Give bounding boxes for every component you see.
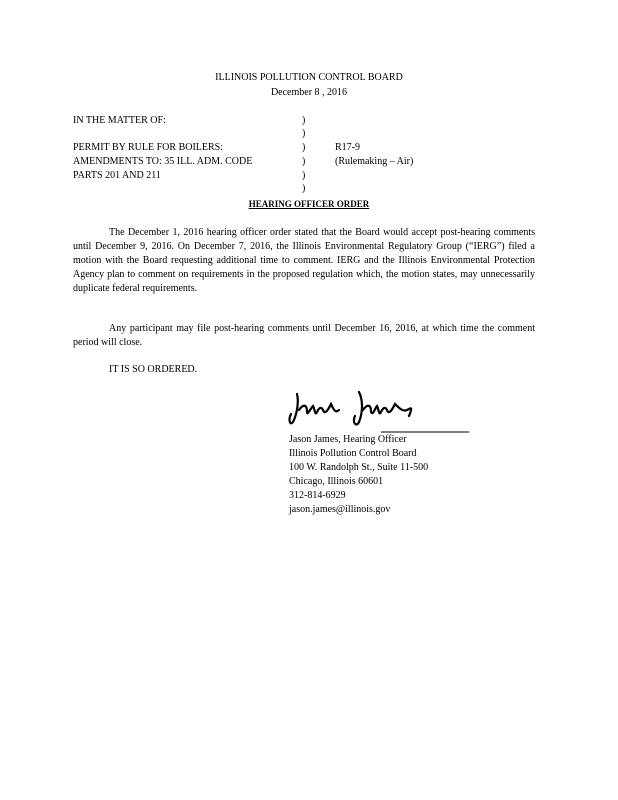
caption-line-2: AMENDMENTS TO: 35 ILL. ADM. CODE	[73, 156, 253, 167]
caption-paren: )	[302, 156, 306, 167]
signer-phone: 312-814-6929	[289, 490, 346, 501]
order-title: HEARING OFFICER ORDER	[248, 199, 370, 209]
order-date: December 8 , 2016	[270, 87, 348, 98]
signature-image	[285, 386, 470, 436]
caption-line-3: PARTS 201 AND 211	[73, 170, 161, 181]
caption-paren: )	[302, 170, 306, 181]
docket-type: (Rulemaking – Air)	[335, 156, 414, 167]
signer-address-line-2: Chicago, Illinois 60601	[289, 476, 384, 487]
so-ordered: IT IS SO ORDERED.	[109, 364, 198, 375]
body-paragraph-1: The December 1, 2016 hearing officer order stated that the Board would accept post-hearing comments until December 9, 2016. On December 7, 2016, the Illinois Environmental Regulatory Group (“IERG”) filed a motion with the Board requesting additional time to comment. IERG and the Illinois Environmental Protection Agency plan to comment on requirements in the proposed regulation which, the motion states, may unnecessarily duplicate federal requirements.	[73, 227, 535, 294]
signer-address-line-1: 100 W. Randolph St., Suite 11-500	[289, 462, 429, 473]
signer-email[interactable]: jason.james@illinois.gov	[289, 504, 391, 515]
docket-number: R17-9	[335, 142, 360, 153]
in-the-matter-label: IN THE MATTER OF:	[73, 115, 166, 126]
agency-heading: ILLINOIS POLLUTION CONTROL BOARD	[215, 72, 403, 83]
caption-line-1: PERMIT BY RULE FOR BOILERS:	[73, 142, 224, 153]
caption-paren: )	[302, 142, 306, 153]
caption-paren: )	[302, 183, 306, 194]
caption-paren: )	[302, 115, 306, 126]
body-paragraph-2: Any participant may file post-hearing comments until December 16, 2016, at which time the comment period will close.	[73, 323, 535, 348]
signer-name-title: Jason James, Hearing Officer	[289, 434, 407, 445]
caption-paren: )	[302, 128, 306, 139]
signer-organization: Illinois Pollution Control Board	[289, 448, 417, 459]
